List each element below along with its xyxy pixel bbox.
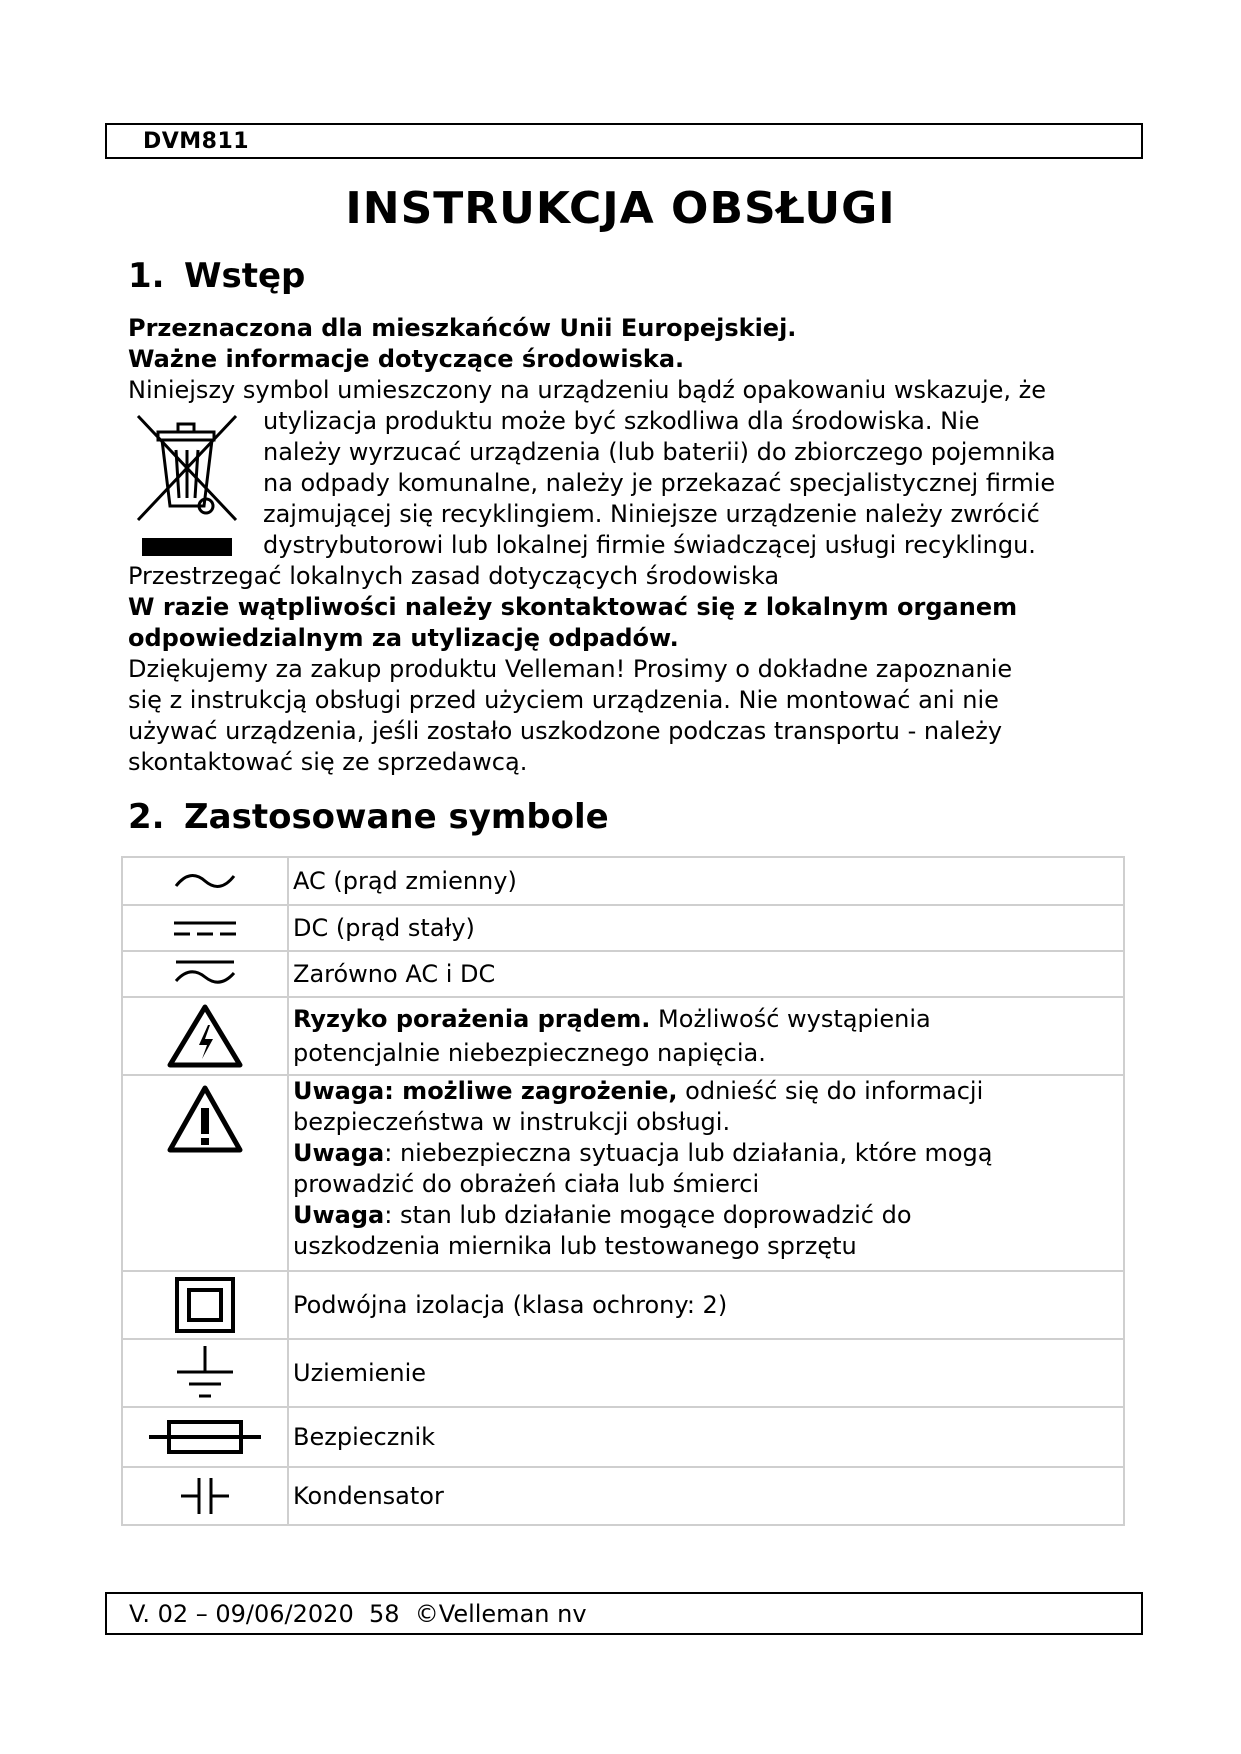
row-text-part: : stan lub działanie mogące doprowadzić do	[384, 1201, 912, 1229]
bold-text-line: odpowiedzialnym za utylizację odpadów.	[128, 624, 679, 652]
row-text-part: potencjalnie niebezpiecznego napięcia.	[293, 1038, 766, 1067]
dc-icon	[122, 905, 288, 951]
table-row	[122, 997, 1124, 1075]
row-text: Zarówno AC i DC	[288, 951, 1124, 997]
row-text: Bezpiecznik	[288, 1407, 1124, 1467]
capacitor-icon	[122, 1467, 288, 1525]
text-line: się z instrukcją obsługi przed użyciem urządzenia. Nie montować ani nie	[128, 686, 999, 714]
weee-crossed-bin-icon	[132, 410, 242, 560]
page-title: INSTRUKCJA OBSŁUGI	[345, 183, 896, 234]
fuse-icon	[122, 1407, 288, 1467]
footer-text: V. 02 – 09/06/2020 58 ©Velleman nv	[129, 1600, 587, 1628]
row-text	[288, 997, 1124, 1075]
text-line: na odpady komunalne, należy je przekazać specjalistycznej firmie	[263, 469, 1056, 497]
text-line: skontaktować się ze sprzedawcą.	[128, 748, 528, 776]
bold-label: Uwaga	[293, 1201, 385, 1229]
section-2-number: 2.	[128, 797, 165, 837]
section-1-number: 1.	[128, 256, 165, 296]
section-2-title: Zastosowane symbole	[184, 797, 609, 837]
shock-hazard-icon	[122, 997, 288, 1075]
bold-text-line: W razie wątpliwości należy skontaktować się z lokalnym organem	[128, 593, 1018, 621]
model-label: DVM811	[143, 129, 250, 154]
double-insulation-icon	[122, 1271, 288, 1339]
text-line: dystrybutorowi lub lokalnej firmie świadczącej usługi recyklingu.	[263, 531, 1036, 559]
eu-notice: Przeznaczona dla mieszkańców Unii Europejskiej.	[128, 314, 797, 342]
bold-label: Uwaga: możliwe zagrożenie,	[293, 1077, 678, 1105]
row-text: Uziemienie	[288, 1339, 1124, 1407]
section-1-heading	[128, 256, 305, 296]
row-text-part: uszkodzenia miernika lub testowanego sprzętu	[293, 1232, 857, 1260]
text-line: Przestrzegać lokalnych zasad dotyczących środowiska	[128, 562, 780, 590]
warning-icon	[122, 1075, 288, 1271]
row-text-part: : niebezpieczna sytuacja lub działania, które mogą	[384, 1139, 993, 1167]
text-line: używać urządzenia, jeśli zostało uszkodzone podczas transportu - należy	[128, 717, 1003, 745]
row-text: DC (prąd stały)	[288, 905, 1124, 951]
row-text-part: odnieść się do informacji	[677, 1077, 984, 1105]
row-text-part: prowadzić do obrażeń ciała lub śmierci	[293, 1170, 760, 1198]
row-text	[288, 1075, 1124, 1271]
symbols-table	[121, 856, 1125, 1526]
table-row	[122, 951, 1124, 997]
ground-icon	[122, 1339, 288, 1407]
row-text-part: Możliwość wystąpienia	[650, 1004, 931, 1033]
table-row	[122, 905, 1124, 951]
ac-icon	[122, 857, 288, 905]
header-box	[105, 123, 1143, 159]
table-row	[122, 1407, 1124, 1467]
table-row	[122, 1271, 1124, 1339]
bold-label: Ryzyko porażenia prądem.	[293, 1004, 651, 1033]
text-line: zajmującej się recyklingiem. Niniejsze urządzenie należy zwrócić	[263, 500, 1040, 528]
table-row	[122, 1339, 1124, 1407]
table-row	[122, 1467, 1124, 1525]
row-text: Kondensator	[288, 1467, 1124, 1525]
text-line: Niniejszy symbol umieszczony na urządzeniu bądź opakowaniu wskazuje, że	[128, 376, 1047, 404]
footer-box	[105, 1592, 1143, 1635]
text-line: należy wyrzucać urządzenia (lub baterii) do zbiorczego pojemnika	[263, 438, 1056, 466]
text-line: Dziękujemy za zakup produktu Velleman! Prosimy o dokładne zapoznanie	[128, 655, 1013, 683]
row-text: AC (prąd zmienny)	[288, 857, 1124, 905]
environment-notice: Ważne informacje dotyczące środowiska.	[128, 345, 685, 373]
section-1-title: Wstęp	[184, 256, 306, 296]
table-row	[122, 857, 1124, 905]
row-text-part: bezpieczeństwa w instrukcji obsługi.	[293, 1108, 731, 1136]
text-line: utylizacja produktu może być szkodliwa dla środowiska. Nie	[263, 407, 980, 435]
row-text: Podwójna izolacja (klasa ochrony: 2)	[288, 1271, 1124, 1339]
table-row	[122, 1075, 1124, 1271]
section-2-heading	[128, 797, 609, 837]
bold-label: Uwaga	[293, 1139, 385, 1167]
ac-dc-icon	[122, 951, 288, 997]
